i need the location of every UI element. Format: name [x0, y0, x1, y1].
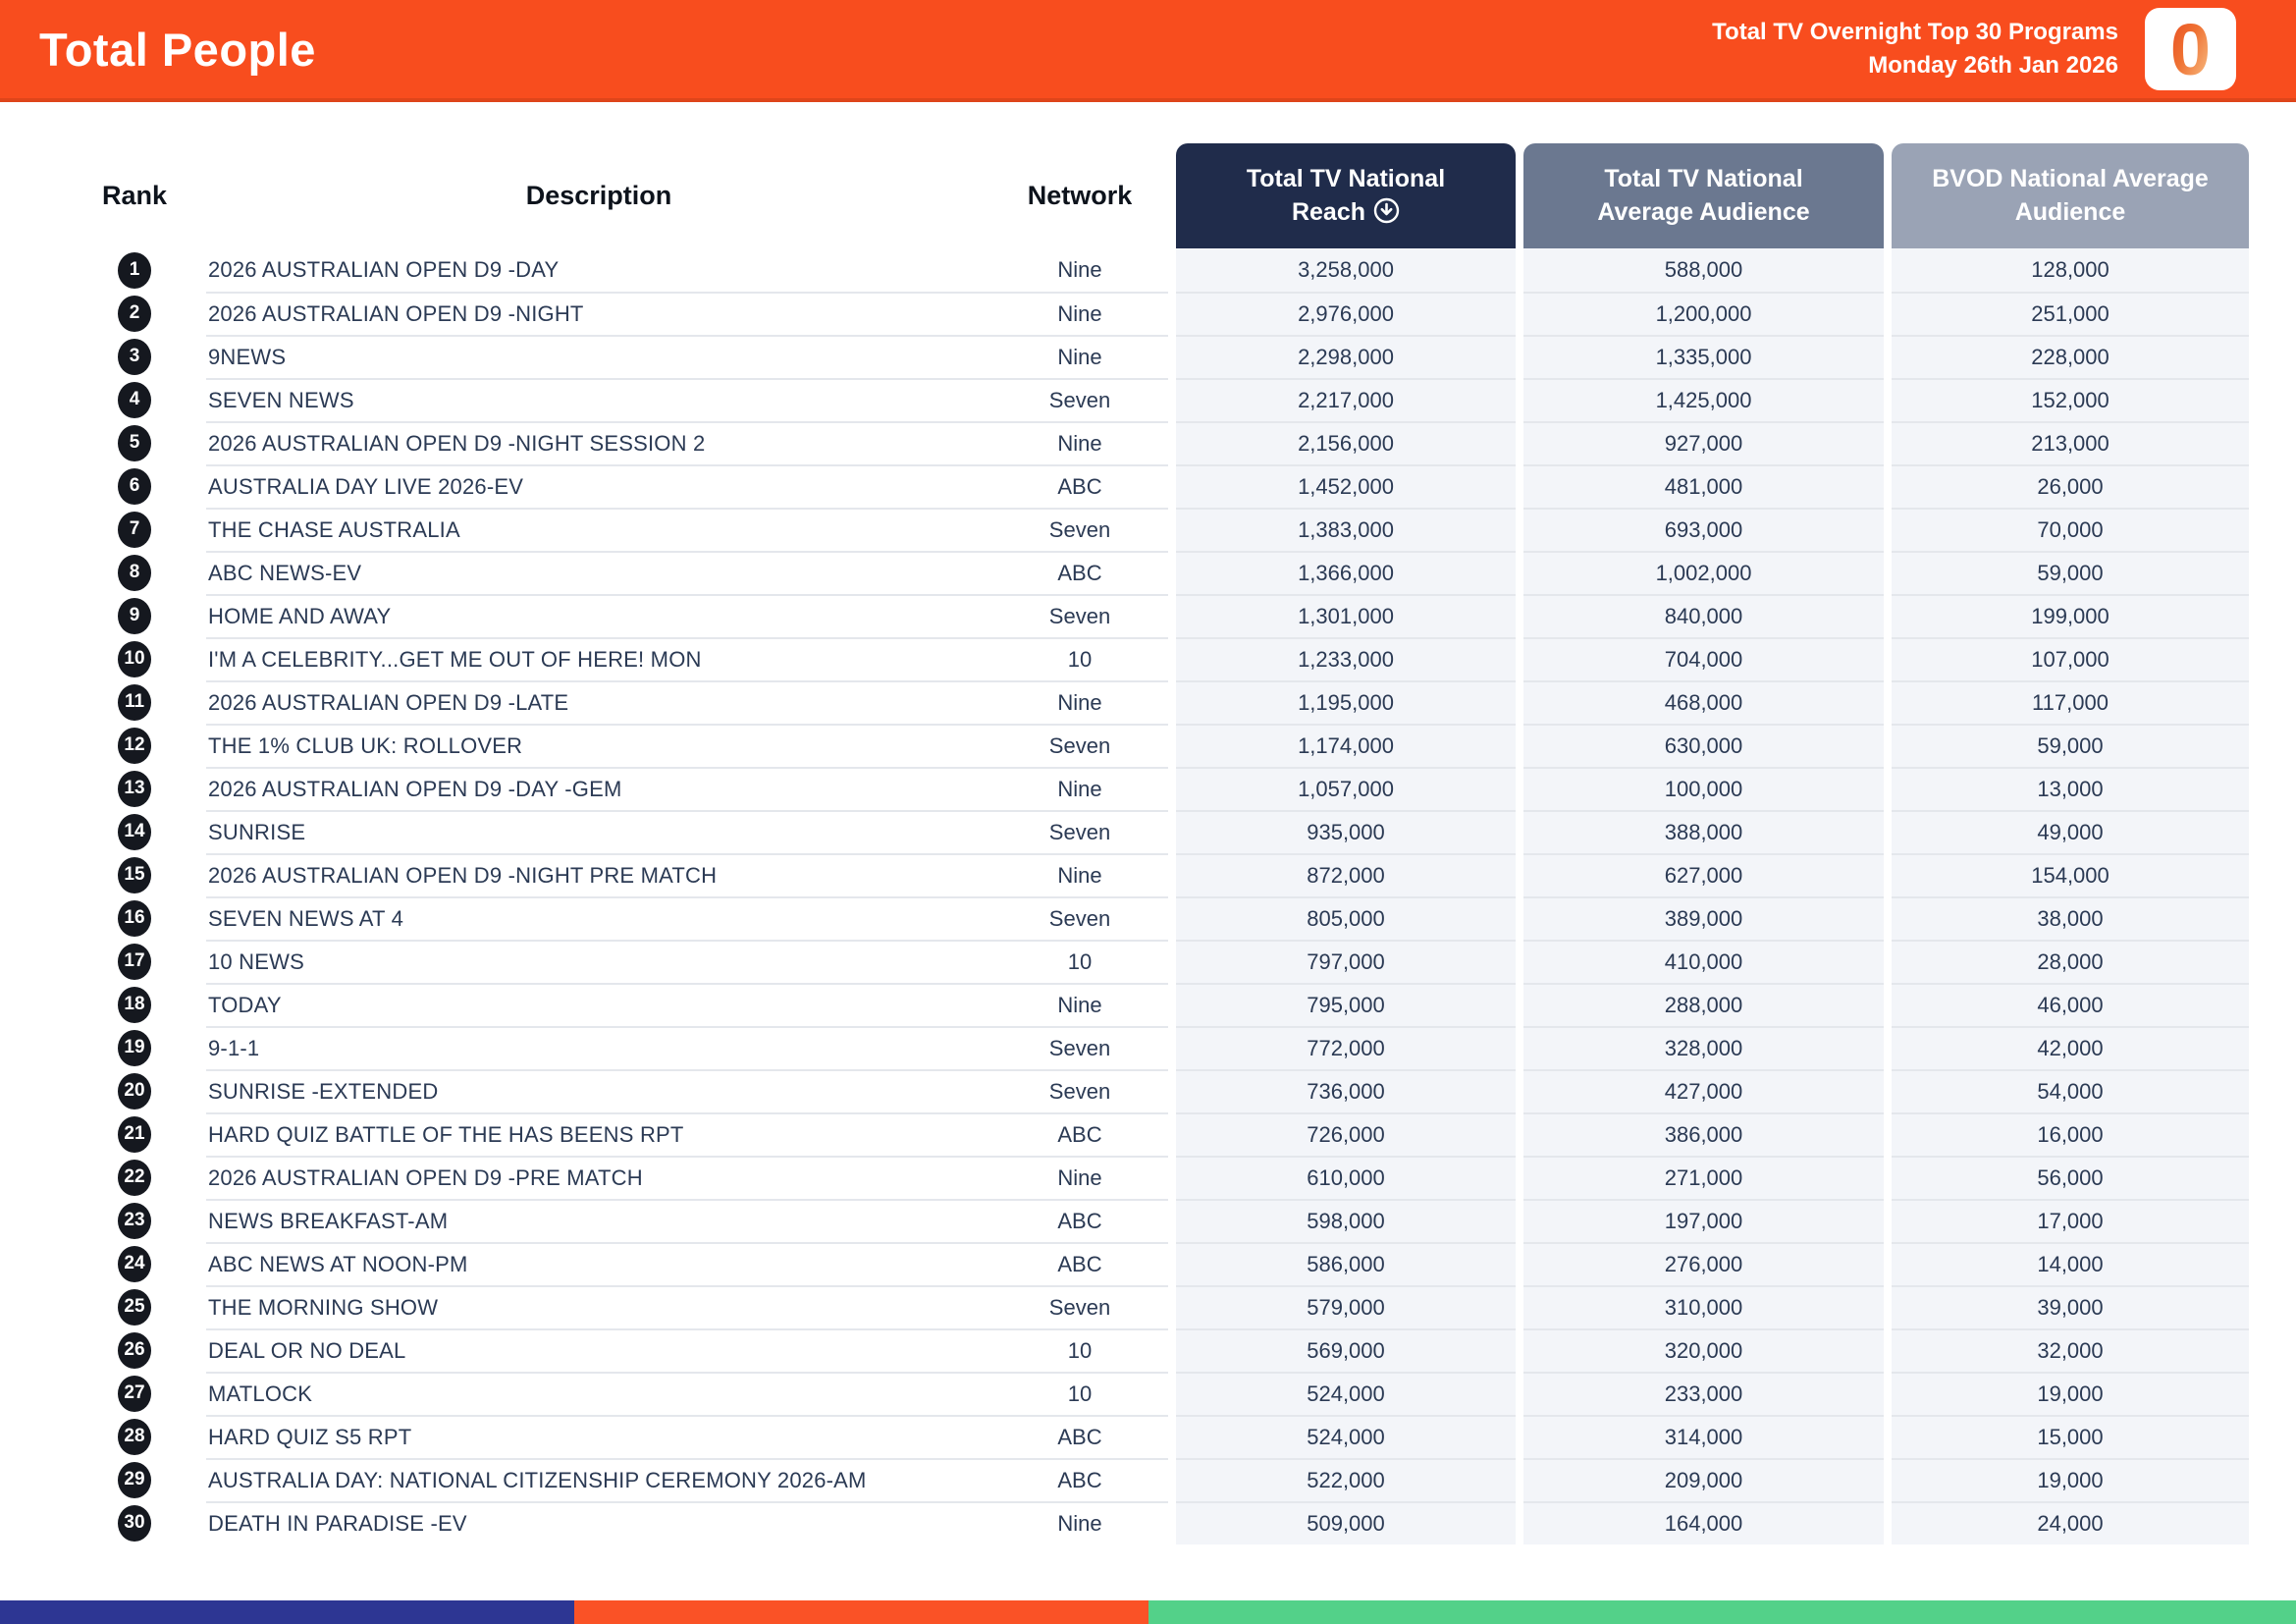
description-cell: 9-1-1: [206, 1026, 991, 1069]
avg-audience-cell: 320,000: [1523, 1328, 1884, 1372]
avg-audience-cell: 1,200,000: [1523, 292, 1884, 335]
footer-brand-bar: [0, 1600, 2296, 1624]
reach-cell: 2,976,000: [1176, 292, 1516, 335]
description-cell: 9NEWS: [206, 335, 991, 378]
description-cell: SEVEN NEWS AT 4: [206, 896, 991, 940]
bvod-audience-cell: 213,000: [1892, 421, 2249, 464]
avg-audience-cell: 164,000: [1523, 1501, 1884, 1544]
rank-cell: [63, 1156, 206, 1199]
reach-cell: 2,298,000: [1176, 335, 1516, 378]
reach-cell: 935,000: [1176, 810, 1516, 853]
page-title: Total People: [39, 23, 316, 76]
bvod-audience-cell: 24,000: [1892, 1501, 2249, 1544]
description-cell: DEATH IN PARADISE -EV: [206, 1501, 991, 1544]
rank-cell: [63, 1069, 206, 1112]
network-cell: 10: [991, 1328, 1168, 1372]
network-cell: ABC: [991, 1458, 1168, 1501]
description-cell: 2026 AUSTRALIAN OPEN D9 -NIGHT SESSION 2: [206, 421, 991, 464]
avg-audience-cell: 630,000: [1523, 724, 1884, 767]
table-row: [63, 940, 2248, 983]
avg-audience-cell: 209,000: [1523, 1458, 1884, 1501]
rank-badge: 2: [118, 296, 151, 332]
table-row: [63, 378, 2248, 421]
bvod-audience-cell: 39,000: [1892, 1285, 2249, 1328]
rank-cell: [63, 1458, 206, 1501]
rank-cell: [63, 464, 206, 508]
report-title: Total TV Overnight Top 30 Programs: [1712, 18, 2118, 45]
reach-cell: 524,000: [1176, 1415, 1516, 1458]
reach-cell: 726,000: [1176, 1112, 1516, 1156]
reach-cell: 2,217,000: [1176, 378, 1516, 421]
reach-cell: 1,233,000: [1176, 637, 1516, 680]
rank-cell: [63, 1242, 206, 1285]
rank-cell: [63, 896, 206, 940]
avg-audience-cell: 271,000: [1523, 1156, 1884, 1199]
network-cell: ABC: [991, 1112, 1168, 1156]
table-row: [63, 1328, 2248, 1372]
network-cell: ABC: [991, 464, 1168, 508]
table-row: [63, 421, 2248, 464]
column-header-total-tv-average-audience: [1523, 143, 1884, 248]
reach-cell: 569,000: [1176, 1328, 1516, 1372]
rank-cell: [63, 940, 206, 983]
description-cell: HARD QUIZ S5 RPT: [206, 1415, 991, 1458]
rank-cell: [63, 1372, 206, 1415]
reach-cell: 797,000: [1176, 940, 1516, 983]
description-cell: ABC NEWS AT NOON-PM: [206, 1242, 991, 1285]
description-cell: THE MORNING SHOW: [206, 1285, 991, 1328]
bvod-audience-cell: 19,000: [1892, 1458, 2249, 1501]
rank-cell: [63, 767, 206, 810]
description-cell: 10 NEWS: [206, 940, 991, 983]
reach-cell: 598,000: [1176, 1199, 1516, 1242]
description-cell: 2026 AUSTRALIAN OPEN D9 -NIGHT PRE MATCH: [206, 853, 991, 896]
rank-badge: 24: [118, 1246, 151, 1282]
rank-cell: [63, 1328, 206, 1372]
oztam-logo: [2144, 7, 2237, 91]
rank-badge: 22: [118, 1160, 151, 1196]
rank-badge: 12: [118, 728, 151, 764]
rank-cell: [63, 853, 206, 896]
footer-segment-green: [1148, 1600, 2296, 1624]
table-row: [63, 724, 2248, 767]
reach-cell: 3,258,000: [1176, 248, 1516, 292]
rank-badge: 17: [118, 944, 151, 980]
description-cell: THE CHASE AUSTRALIA: [206, 508, 991, 551]
footer-segment-blue: [0, 1600, 574, 1624]
table-row: [63, 551, 2248, 594]
reach-cell: 524,000: [1176, 1372, 1516, 1415]
bvod-audience-cell: 152,000: [1892, 378, 2249, 421]
network-cell: Seven: [991, 810, 1168, 853]
network-cell: Seven: [991, 724, 1168, 767]
network-cell: Seven: [991, 594, 1168, 637]
table-body: [0, 248, 2296, 1544]
bvod-audience-cell: 16,000: [1892, 1112, 2249, 1156]
description-cell: AUSTRALIA DAY: NATIONAL CITIZENSHIP CEREMONY 2026-AM: [206, 1458, 991, 1501]
rank-cell: [63, 1026, 206, 1069]
rank-badge: 4: [118, 382, 151, 418]
avg-audience-cell: 197,000: [1523, 1199, 1884, 1242]
description-cell: HARD QUIZ BATTLE OF THE HAS BEENS RPT: [206, 1112, 991, 1156]
avg-audience-cell: 927,000: [1523, 421, 1884, 464]
rank-badge: 28: [118, 1419, 151, 1455]
footer-segment-orange: [574, 1600, 1148, 1624]
rank-cell: [63, 1112, 206, 1156]
bvod-audience-cell: 59,000: [1892, 551, 2249, 594]
reach-cell: 1,452,000: [1176, 464, 1516, 508]
rank-badge: 15: [118, 857, 151, 893]
rank-cell: [63, 1501, 206, 1544]
description-cell: NEWS BREAKFAST-AM: [206, 1199, 991, 1242]
bvod-audience-cell: 56,000: [1892, 1156, 2249, 1199]
reach-header-label: Total TV National Reach: [1246, 165, 1446, 226]
bvod-audience-cell: 251,000: [1892, 292, 2249, 335]
table-row: [63, 1501, 2248, 1544]
description-cell: ABC NEWS-EV: [206, 551, 991, 594]
avg-audience-cell: 310,000: [1523, 1285, 1884, 1328]
table-row: [63, 767, 2248, 810]
network-cell: 10: [991, 637, 1168, 680]
reach-cell: 509,000: [1176, 1501, 1516, 1544]
rank-badge: 1: [118, 252, 151, 289]
rank-cell: [63, 724, 206, 767]
table-row: [63, 248, 2248, 292]
avg-audience-cell: 389,000: [1523, 896, 1884, 940]
bvod-audience-cell: 13,000: [1892, 767, 2249, 810]
network-cell: Nine: [991, 1501, 1168, 1544]
table-row: [63, 335, 2248, 378]
description-cell: 2026 AUSTRALIAN OPEN D9 -PRE MATCH: [206, 1156, 991, 1199]
rank-cell: [63, 983, 206, 1026]
avg-audience-cell: 276,000: [1523, 1242, 1884, 1285]
table-row: [63, 1458, 2248, 1501]
rank-cell: [63, 810, 206, 853]
reach-cell: 1,057,000: [1176, 767, 1516, 810]
avg-audience-cell: 386,000: [1523, 1112, 1884, 1156]
reach-cell: 1,383,000: [1176, 508, 1516, 551]
rank-cell: [63, 1199, 206, 1242]
avg-audience-cell: 1,002,000: [1523, 551, 1884, 594]
rank-badge: 29: [118, 1462, 151, 1498]
description-cell: DEAL OR NO DEAL: [206, 1328, 991, 1372]
rank-cell: [63, 680, 206, 724]
bvod-audience-cell: 107,000: [1892, 637, 2249, 680]
description-cell: SEVEN NEWS: [206, 378, 991, 421]
network-cell: 10: [991, 1372, 1168, 1415]
table-row: [63, 983, 2248, 1026]
reach-cell: 1,195,000: [1176, 680, 1516, 724]
table-row: [63, 1069, 2248, 1112]
bvod-audience-cell: 32,000: [1892, 1328, 2249, 1372]
rank-badge: 13: [118, 771, 151, 807]
table-row: [63, 1285, 2248, 1328]
network-cell: Nine: [991, 680, 1168, 724]
rank-badge: 11: [118, 684, 151, 721]
rank-badge: 8: [118, 555, 151, 591]
bvod-audience-cell: 19,000: [1892, 1372, 2249, 1415]
network-cell: Seven: [991, 378, 1168, 421]
reach-cell: 579,000: [1176, 1285, 1516, 1328]
avg-audience-cell: 427,000: [1523, 1069, 1884, 1112]
report-date: Monday 26th Jan 2026: [1868, 52, 2118, 79]
network-cell: Nine: [991, 421, 1168, 464]
rank-cell: [63, 1285, 206, 1328]
table-header-row: [63, 143, 2248, 248]
network-cell: Seven: [991, 896, 1168, 940]
network-cell: Seven: [991, 1285, 1168, 1328]
network-cell: ABC: [991, 1242, 1168, 1285]
avg-header-label: Total TV National Average Audience: [1597, 165, 1810, 226]
avg-audience-cell: 328,000: [1523, 1026, 1884, 1069]
network-cell: Seven: [991, 1069, 1168, 1112]
rank-cell: [63, 508, 206, 551]
bvod-audience-cell: 54,000: [1892, 1069, 2249, 1112]
rank-badge: 9: [118, 598, 151, 634]
rank-badge: 19: [118, 1030, 151, 1066]
rank-cell: [63, 594, 206, 637]
table-row: [63, 508, 2248, 551]
bvod-audience-cell: 46,000: [1892, 983, 2249, 1026]
reach-cell: 1,174,000: [1176, 724, 1516, 767]
bvod-audience-cell: 14,000: [1892, 1242, 2249, 1285]
rank-badge: 5: [118, 425, 151, 461]
sort-descending-icon: [1373, 197, 1400, 224]
bvod-audience-cell: 117,000: [1892, 680, 2249, 724]
reach-cell: 522,000: [1176, 1458, 1516, 1501]
rank-cell: [63, 637, 206, 680]
network-cell: ABC: [991, 1199, 1168, 1242]
rank-badge: 23: [118, 1203, 151, 1239]
network-cell: ABC: [991, 1415, 1168, 1458]
avg-audience-cell: 627,000: [1523, 853, 1884, 896]
table-row: [63, 1372, 2248, 1415]
bvod-audience-cell: 17,000: [1892, 1199, 2249, 1242]
logo-zero-glyph: 0: [2169, 9, 2212, 90]
avg-audience-cell: 840,000: [1523, 594, 1884, 637]
rank-badge: 21: [118, 1116, 151, 1153]
table-row: [63, 1026, 2248, 1069]
network-cell: Nine: [1057, 257, 1102, 282]
description-cell: AUSTRALIA DAY LIVE 2026-EV: [206, 464, 991, 508]
reach-cell: 872,000: [1176, 853, 1516, 896]
bvod-audience-cell: 28,000: [1892, 940, 2249, 983]
reach-cell: 1,366,000: [1176, 551, 1516, 594]
rank-cell: [63, 421, 206, 464]
table-row: [63, 1415, 2248, 1458]
description-cell: MATLOCK: [206, 1372, 991, 1415]
reach-cell: 610,000: [1176, 1156, 1516, 1199]
rank-badge: 10: [118, 641, 151, 677]
rank-badge: 30: [118, 1505, 151, 1542]
rank-cell: [63, 378, 206, 421]
reach-cell: 1,301,000: [1176, 594, 1516, 637]
network-cell: Seven: [991, 508, 1168, 551]
table-row: [63, 1112, 2248, 1156]
description-cell: SUNRISE: [206, 810, 991, 853]
avg-audience-cell: 481,000: [1523, 464, 1884, 508]
table-row: [63, 594, 2248, 637]
rank-badge: 3: [118, 339, 151, 375]
network-cell: 10: [991, 940, 1168, 983]
reach-cell: 2,156,000: [1176, 421, 1516, 464]
avg-audience-cell: 100,000: [1523, 767, 1884, 810]
network-cell: Nine: [991, 983, 1168, 1026]
reach-cell: 586,000: [1176, 1242, 1516, 1285]
description-cell: 2026 AUSTRALIAN OPEN D9 -DAY: [208, 257, 560, 282]
description-cell: 2026 AUSTRALIAN OPEN D9 -LATE: [206, 680, 991, 724]
network-cell: Nine: [991, 767, 1168, 810]
table-row: [63, 1242, 2248, 1285]
network-cell: Nine: [991, 335, 1168, 378]
top30-table: [0, 102, 2296, 1600]
avg-audience-cell: 588,000: [1523, 248, 1884, 292]
description-cell: I'M A CELEBRITY...GET ME OUT OF HERE! MON: [206, 637, 991, 680]
column-header-rank: Rank: [101, 181, 168, 210]
bvod-audience-cell: 38,000: [1892, 896, 2249, 940]
avg-audience-cell: 704,000: [1523, 637, 1884, 680]
column-header-total-tv-reach[interactable]: [1176, 143, 1516, 248]
rank-badge: 26: [118, 1332, 151, 1369]
description-cell: 2026 AUSTRALIAN OPEN D9 -DAY -GEM: [206, 767, 991, 810]
reach-cell: 805,000: [1176, 896, 1516, 940]
description-cell: 2026 AUSTRALIAN OPEN D9 -NIGHT: [206, 292, 991, 335]
report-meta: [1712, 16, 2144, 82]
table-row: [63, 1156, 2248, 1199]
network-cell: ABC: [991, 551, 1168, 594]
table-row: [63, 896, 2248, 940]
bvod-audience-cell: 228,000: [1892, 335, 2249, 378]
rank-badge: 27: [118, 1376, 151, 1412]
description-cell: HOME AND AWAY: [206, 594, 991, 637]
table-row: [63, 1199, 2248, 1242]
rank-cell: [63, 248, 206, 292]
bvod-audience-cell: 128,000: [1892, 248, 2249, 292]
rank-badge: 6: [118, 468, 151, 505]
bvod-audience-cell: 26,000: [1892, 464, 2249, 508]
table-row: [63, 680, 2248, 724]
rank-cell: [63, 292, 206, 335]
description-cell: TODAY: [206, 983, 991, 1026]
avg-audience-cell: 1,335,000: [1523, 335, 1884, 378]
bvod-audience-cell: 199,000: [1892, 594, 2249, 637]
reach-cell: 772,000: [1176, 1026, 1516, 1069]
table-row: [63, 464, 2248, 508]
rank-badge: 14: [118, 814, 151, 850]
avg-audience-cell: 693,000: [1523, 508, 1884, 551]
description-cell: SUNRISE -EXTENDED: [206, 1069, 991, 1112]
avg-audience-cell: 1,425,000: [1523, 378, 1884, 421]
avg-audience-cell: 233,000: [1523, 1372, 1884, 1415]
rank-badge: 20: [118, 1073, 151, 1110]
table-row: [63, 637, 2248, 680]
table-row: [63, 292, 2248, 335]
rank-badge: 7: [118, 512, 151, 548]
avg-audience-cell: 410,000: [1523, 940, 1884, 983]
bvod-audience-cell: 15,000: [1892, 1415, 2249, 1458]
rank-cell: [63, 1415, 206, 1458]
column-header-description: Description: [525, 181, 672, 210]
avg-audience-cell: 388,000: [1523, 810, 1884, 853]
description-cell: THE 1% CLUB UK: ROLLOVER: [206, 724, 991, 767]
network-cell: Nine: [991, 292, 1168, 335]
reach-cell: 795,000: [1176, 983, 1516, 1026]
bvod-audience-cell: 70,000: [1892, 508, 2249, 551]
bvod-audience-cell: 154,000: [1892, 853, 2249, 896]
table-row: [63, 810, 2248, 853]
avg-audience-cell: 314,000: [1523, 1415, 1884, 1458]
rank-badge: 25: [118, 1289, 151, 1326]
column-header-network: Network: [1027, 181, 1133, 210]
rank-badge: 18: [118, 987, 151, 1023]
table-row: [63, 853, 2248, 896]
network-cell: Nine: [991, 853, 1168, 896]
rank-cell: [63, 551, 206, 594]
avg-audience-cell: 468,000: [1523, 680, 1884, 724]
column-header-bvod-average-audience: [1892, 143, 2249, 248]
rank-badge: 16: [118, 900, 151, 937]
bvod-audience-cell: 49,000: [1892, 810, 2249, 853]
network-cell: Seven: [991, 1026, 1168, 1069]
rank-cell: [63, 335, 206, 378]
avg-audience-cell: 288,000: [1523, 983, 1884, 1026]
bvod-header-label: BVOD National Average Audience: [1932, 165, 2209, 226]
bvod-audience-cell: 59,000: [1892, 724, 2249, 767]
bvod-audience-cell: 42,000: [1892, 1026, 2249, 1069]
reach-cell: 736,000: [1176, 1069, 1516, 1112]
page-header: [0, 0, 2296, 102]
network-cell: Nine: [991, 1156, 1168, 1199]
